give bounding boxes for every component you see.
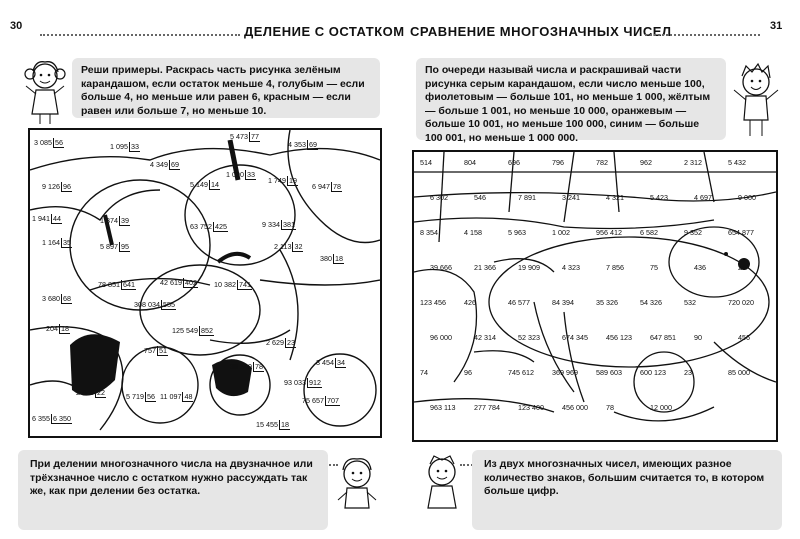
divisor: 18	[61, 324, 69, 333]
divisor: 69	[309, 140, 317, 149]
division-example	[172, 326, 214, 335]
division-example	[190, 222, 228, 231]
dividend: 78 851	[98, 280, 120, 289]
divisor: 56	[147, 392, 155, 401]
division-example	[266, 338, 296, 347]
divisor: 77	[251, 132, 259, 141]
division-example	[302, 396, 340, 405]
right-page	[400, 0, 800, 539]
divisor: 641	[122, 280, 135, 289]
division-example	[226, 170, 256, 179]
number-label: 7 891	[518, 193, 536, 202]
divisor: 707	[326, 396, 339, 405]
number-label: 782	[596, 158, 608, 167]
divisor: 22	[97, 388, 105, 397]
number-label: 19 909	[518, 263, 540, 272]
division-example	[230, 362, 264, 371]
number-label: 85 000	[728, 368, 750, 377]
divisor: 381	[283, 220, 295, 229]
number-label: 9 352	[684, 228, 702, 237]
number-label: 5 963	[508, 228, 526, 237]
number-label: 54 326	[640, 298, 662, 307]
division-example	[268, 176, 298, 185]
page-number: 30	[10, 20, 23, 32]
number-label: 804	[464, 158, 476, 167]
number-label: 6 582	[640, 228, 658, 237]
division-example	[34, 138, 64, 147]
picture-outline	[414, 152, 776, 440]
divisor: 39	[121, 216, 129, 225]
number-label: 436	[694, 263, 706, 272]
number-label: 74	[420, 368, 428, 377]
dividend: 1 941	[32, 214, 50, 223]
dividend: 5 149	[190, 180, 208, 189]
dividend: 1 095	[110, 142, 128, 151]
number-label: 962	[640, 158, 652, 167]
number-label: 600 123	[640, 368, 666, 377]
number-label: 6 302	[430, 193, 448, 202]
division-example	[32, 414, 72, 423]
division-example	[284, 378, 322, 387]
division-example	[46, 324, 70, 333]
number-label: 532	[684, 298, 696, 307]
coloring-picture-numbers	[412, 150, 778, 442]
divisor: 741	[238, 280, 251, 289]
number-label: 8 354	[420, 228, 438, 237]
number-label: 696	[508, 158, 520, 167]
number-label: 4 697	[694, 193, 712, 202]
dividend: 4 353	[288, 140, 306, 149]
divisor: 44	[53, 214, 61, 223]
page-number: 31	[770, 20, 783, 32]
division-example	[320, 254, 344, 263]
divisor: 34	[337, 358, 345, 367]
number-label: 46 577	[508, 298, 530, 307]
number-label: 4 158	[464, 228, 482, 237]
dividend: 10 382	[214, 280, 236, 289]
girl-illustration	[418, 450, 466, 510]
dividend: 2 113	[274, 242, 292, 251]
dividend: 3 680	[42, 294, 60, 303]
number-label: 96	[464, 368, 472, 377]
number-label: 123 400	[518, 403, 544, 412]
dividend: 9 334	[262, 220, 280, 229]
number-label: 647 851	[650, 333, 676, 342]
division-example	[134, 300, 176, 309]
dividend: 1 374	[100, 216, 118, 225]
division-example	[42, 238, 72, 247]
number-label: 4 321	[606, 193, 624, 202]
number-label: 12 000	[650, 403, 672, 412]
divisor: 78	[254, 362, 263, 371]
dividend: 1 090	[226, 170, 244, 179]
division-example	[32, 214, 62, 223]
divisor: 425	[214, 222, 227, 231]
number-label: 42 314	[474, 333, 496, 342]
division-example	[150, 160, 180, 169]
number-label: 369 969	[552, 368, 578, 377]
division-example	[160, 278, 198, 287]
boy-illustration	[333, 454, 381, 512]
dividend: 5 473	[230, 132, 248, 141]
number-label: 456	[738, 333, 750, 342]
dividend: 2 449	[76, 388, 94, 397]
task-instructions: Реши примеры. Раскрась часть рисунка зелёным карандашом, если остаток меньше 4, голубым — если больше 4, но меньше или равен 6, красным — если равен или больше 7, но меньше 10.	[72, 58, 380, 118]
division-example	[230, 132, 260, 141]
number-label: 21 366	[474, 263, 496, 272]
number-label: 745 612	[508, 368, 534, 377]
division-example	[190, 180, 220, 189]
divisor: 51	[159, 346, 167, 355]
dividend: 63 752	[190, 222, 212, 231]
division-example	[42, 182, 72, 191]
number-label: 9 000	[738, 193, 756, 202]
number-label: 75	[650, 263, 658, 272]
division-example	[312, 182, 342, 191]
divisor: 14	[211, 180, 219, 189]
divisor: 96	[63, 182, 71, 191]
dividend: 1 749	[268, 176, 286, 185]
divisor: 69	[171, 160, 179, 169]
division-example	[42, 294, 72, 303]
division-example	[144, 346, 168, 355]
divisor: 95	[121, 242, 129, 251]
number-label: 796	[552, 158, 564, 167]
number-label: 7 856	[606, 263, 624, 272]
division-example	[110, 142, 140, 151]
number-label: 52 323	[518, 333, 540, 342]
number-label: 2 312	[684, 158, 702, 167]
dividend: 1 164	[42, 238, 60, 247]
dividend: 9 126	[42, 182, 60, 191]
number-label: 963 113	[430, 403, 456, 412]
number-label: 23	[684, 368, 692, 377]
number-label: 4 323	[562, 263, 580, 272]
number-label: 5 432	[728, 158, 746, 167]
dividend: 6 355	[32, 414, 50, 423]
divisor: 555	[162, 300, 175, 309]
dotted-rule	[645, 34, 760, 36]
division-example	[98, 280, 136, 289]
division-example	[160, 392, 193, 401]
dividend: 2 629	[266, 338, 284, 347]
rule-tip: При делении многозначного числа на двузначное или трёхзначное число с остатком нужно рассуждать так же, как при делении без остатка.	[18, 450, 328, 530]
number-label: 956 412	[596, 228, 622, 237]
division-example	[274, 242, 303, 251]
divisor: 18	[335, 254, 343, 263]
divisor: 6 350	[53, 414, 71, 423]
coloring-picture-division	[28, 128, 382, 438]
number-label: 654 877	[728, 228, 754, 237]
number-label: 84 394	[552, 298, 574, 307]
division-example	[262, 220, 296, 229]
number-label: 123 456	[420, 298, 446, 307]
dividend: 38 549	[230, 362, 252, 371]
dividend: 3 085	[34, 138, 52, 147]
girl-illustration	[22, 56, 68, 126]
boy-illustration	[730, 62, 782, 140]
dividend: 6 947	[312, 182, 330, 191]
division-example	[288, 140, 318, 149]
divisor: 56	[55, 138, 63, 147]
divisor: 68	[63, 294, 71, 303]
dividend: 757	[144, 346, 156, 355]
dividend: 380	[320, 254, 332, 263]
number-label: 3 241	[562, 193, 580, 202]
number-label: 514	[420, 158, 432, 167]
number-label: 426	[464, 298, 476, 307]
divisor: 35	[63, 238, 71, 247]
divisor: 19	[289, 176, 297, 185]
number-label: 456 000	[562, 403, 588, 412]
number-label: 546	[474, 193, 486, 202]
divisor: 48	[184, 392, 193, 401]
dividend: 204	[46, 324, 58, 333]
division-example	[256, 420, 290, 429]
number-label: 78	[606, 403, 614, 412]
division-example	[126, 392, 156, 401]
number-label: 674 345	[562, 333, 588, 342]
divisor: 912	[308, 378, 321, 387]
dividend: 3 454	[316, 358, 334, 367]
number-label: 1 002	[552, 228, 570, 237]
divisor: 23	[287, 338, 295, 347]
number-label: 39 666	[430, 263, 452, 272]
dotted-rule	[40, 34, 240, 36]
number-label: 720 020	[728, 298, 754, 307]
division-example	[100, 242, 130, 251]
dividend: 308 034	[134, 300, 160, 309]
dividend: 11 097	[160, 392, 182, 401]
number-label: 277 784	[474, 403, 500, 412]
dividend: 5 719	[126, 392, 144, 401]
divisor: 78	[333, 182, 341, 191]
divisor: 32	[294, 242, 303, 251]
number-label: 589 603	[596, 368, 622, 377]
number-label: 35 326	[596, 298, 618, 307]
division-example	[100, 216, 130, 225]
page-title: СРАВНЕНИЕ МНОГОЗНАЧНЫХ ЧИСЕЛ	[410, 24, 672, 39]
rule-tip: Из двух многозначных чисел, имеющих разное количество знаков, большим считается то, в котором больше цифр.	[472, 450, 782, 530]
number-label: 5 423	[650, 193, 668, 202]
dividend: 15 455	[256, 420, 278, 429]
divisor: 33	[131, 142, 139, 151]
page-title: ДЕЛЕНИЕ С ОСТАТКОМ	[244, 24, 405, 39]
dividend: 93 033	[284, 378, 306, 387]
number-label: 456 123	[606, 333, 632, 342]
division-example	[214, 280, 252, 289]
divisor: 33	[247, 170, 255, 179]
dividend: 125 549	[172, 326, 198, 335]
dividend: 4 349	[150, 160, 168, 169]
task-instructions: По очереди называй числа и раскрашивай части рисунка серым карандашом, если число меньше 100, фиолетовым — больше 101, но меньше 1 000, жёлтым — больше 1 001, но меньше 10 000, оранжевым — больше 10 001, но меньше 100 000, синим — больше 100 001, но меньше 1 000 000.	[416, 58, 726, 140]
number-label: 90	[694, 333, 702, 342]
divisor: 18	[280, 420, 289, 429]
divisor: 402	[184, 278, 197, 287]
number-label: 26	[738, 263, 746, 272]
dividend: 75 657	[302, 396, 324, 405]
division-example	[76, 388, 106, 397]
division-example	[316, 358, 346, 367]
number-label: 96 000	[430, 333, 452, 342]
dividend: 5 897	[100, 242, 118, 251]
divisor: 852	[200, 326, 213, 335]
dividend: 42 619	[160, 278, 182, 287]
